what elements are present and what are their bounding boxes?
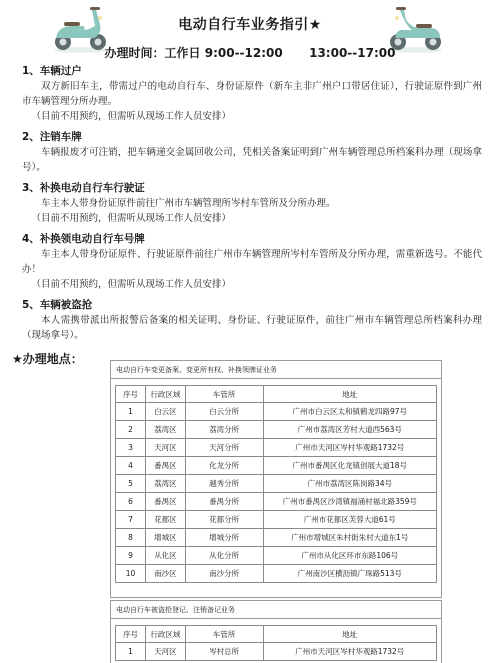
table-row [116, 457, 437, 475]
section-note: （目前不用预约，但需听从现场工作人员安排） [31, 213, 232, 224]
header-cell: 序号 [116, 386, 146, 403]
table-cell: 广州市花都区芙蓉大道61号 [263, 511, 436, 529]
table-cell: 广州市荔湾区芳村大道西563号 [263, 421, 436, 439]
table-cell: 从化区 [145, 547, 185, 565]
table-row [116, 529, 437, 547]
table-cell: 天河区 [145, 439, 185, 457]
table-cell: 花都区 [145, 511, 185, 529]
table-cell: 广州市增城区朱村街朱村大道东1号 [263, 529, 436, 547]
section-body: 车辆报废才可注销，把车辆递交金属回收公司，凭相关备案证明到广州车辆管理总所档案科办理（现场拿号）。 [22, 147, 482, 173]
table-cell: 白云分所 [185, 403, 263, 421]
section-body: 双方新旧车主，带需过户的电动自行车、身份证原件（新车主非广州户口带居住证），行驶证原件到广州市车辆管理分所办理。 [22, 81, 482, 107]
section-replace-license [22, 181, 482, 226]
table-cell: 岑村总所 [185, 643, 263, 661]
section-heading: 4、补换领电动自行车号牌 [22, 233, 145, 245]
section-heading: 5、车辆被盗抢 [22, 299, 93, 311]
table-cell: 荔湾分所 [185, 421, 263, 439]
header-cell: 地址 [263, 386, 436, 403]
header-cell: 行政区域 [145, 386, 185, 403]
table-cell: 广州市白云区太和镇鹤龙四路97号 [263, 403, 436, 421]
section-heading: 3、补换电动自行车行驶证 [22, 182, 145, 194]
table-cell: 白云区 [145, 403, 185, 421]
table-cell: 广州市天河区岑村华观路1732号 [263, 643, 436, 661]
locations-panel-change [110, 360, 442, 598]
section-note: （目前不用预约，但需听从现场工作人员安排） [31, 111, 232, 122]
table-cell: 越秀分所 [185, 475, 263, 493]
section-note: （目前不用预约，但需听从现场工作人员安排） [31, 279, 232, 290]
locations-table-change [115, 385, 437, 583]
table-cell: 番禺区 [145, 493, 185, 511]
table-cell: 荔湾区 [145, 421, 185, 439]
table-cell: 10 [116, 565, 146, 583]
table-cell: 1 [116, 643, 146, 661]
table-cell: 3 [116, 439, 146, 457]
business-hours [0, 44, 500, 61]
table-cell: 南沙区 [145, 565, 185, 583]
table-cell: 广州市从化区环市东路106号 [263, 547, 436, 565]
section-cancel-plate [22, 130, 482, 175]
table-cell: 广州市番禺区化龙镇创展大道18号 [263, 457, 436, 475]
table-cell: 天河区 [145, 643, 185, 661]
table-row [116, 421, 437, 439]
table-cell: 化龙分所 [185, 457, 263, 475]
table-cell: 广州南沙区横沥镇广珠路513号 [263, 565, 436, 583]
header-cell: 地址 [263, 626, 436, 643]
table-row [116, 511, 437, 529]
locations-heading: ★办理地点： [12, 352, 83, 366]
table-header-row [116, 626, 437, 643]
table-cell: 6 [116, 493, 146, 511]
table-cell: 增城分所 [185, 529, 263, 547]
table-cell: 4 [116, 457, 146, 475]
section-replace-plate [22, 232, 482, 292]
table-cell: 荔湾区 [145, 475, 185, 493]
table-cell: 8 [116, 529, 146, 547]
table-row [116, 565, 437, 583]
locations-table-theft [115, 625, 437, 661]
panel-caption: 电动自行车变更备案、变更所有权、补换领牌证业务 [111, 361, 441, 379]
header-cell: 车管所 [185, 386, 263, 403]
table-row [116, 439, 437, 457]
table-cell: 9 [116, 547, 146, 565]
panel-caption: 电动自行车被盗抢登记、注销备记业务 [111, 601, 441, 619]
section-heading: 1、车辆过户 [22, 65, 82, 77]
table-row [116, 475, 437, 493]
table-cell: 广州市荔湾区陈岗路34号 [263, 475, 436, 493]
table-cell: 花都分所 [185, 511, 263, 529]
guide-sections [22, 64, 482, 349]
table-cell: 增城区 [145, 529, 185, 547]
hours-afternoon: 13:00--17:00 [309, 46, 396, 60]
table-cell: 1 [116, 403, 146, 421]
section-heading: 2、注销车牌 [22, 131, 82, 143]
table-cell: 7 [116, 511, 146, 529]
table-cell: 2 [116, 421, 146, 439]
locations-panel-theft [110, 600, 442, 663]
section-body: 车主本人带身份证原件前往广州市车辆管理所岑村车管所及分所办理。 [41, 198, 336, 209]
table-cell: 番禺分所 [185, 493, 263, 511]
section-theft [22, 298, 482, 343]
table-cell: 从化分所 [185, 547, 263, 565]
header-cell: 序号 [116, 626, 146, 643]
header-cell: 行政区域 [145, 626, 185, 643]
table-cell: 广州市天河区岑村华观路1732号 [263, 439, 436, 457]
hours-label: 办理时间：工作日 [104, 46, 201, 60]
table-row [116, 643, 437, 661]
section-body: 本人需携带派出所报警后备案的相关证明、身份证、行驶证原件，前往广州市车辆管理总所档案科办理（现场拿号）。 [22, 315, 482, 341]
table-row [116, 493, 437, 511]
table-cell: 天河分所 [185, 439, 263, 457]
table-cell: 南沙分所 [185, 565, 263, 583]
table-cell: 5 [116, 475, 146, 493]
section-body: 车主本人带身份证原件、行驶证原件前往广州市车辆管理所岑村车管所及分所办理，需重新选号。不能代办！ [22, 249, 482, 275]
table-row [116, 547, 437, 565]
table-header-row [116, 386, 437, 403]
table-row [116, 403, 437, 421]
table-cell: 广州市番禺区沙湾镇福涌村福北路359号 [263, 493, 436, 511]
section-transfer [22, 64, 482, 124]
hours-morning: 9:00--12:00 [204, 46, 283, 60]
table-cell: 番禺区 [145, 457, 185, 475]
page-title: 电动自行车业务指引★ [178, 17, 322, 33]
header-cell: 车管所 [185, 626, 263, 643]
